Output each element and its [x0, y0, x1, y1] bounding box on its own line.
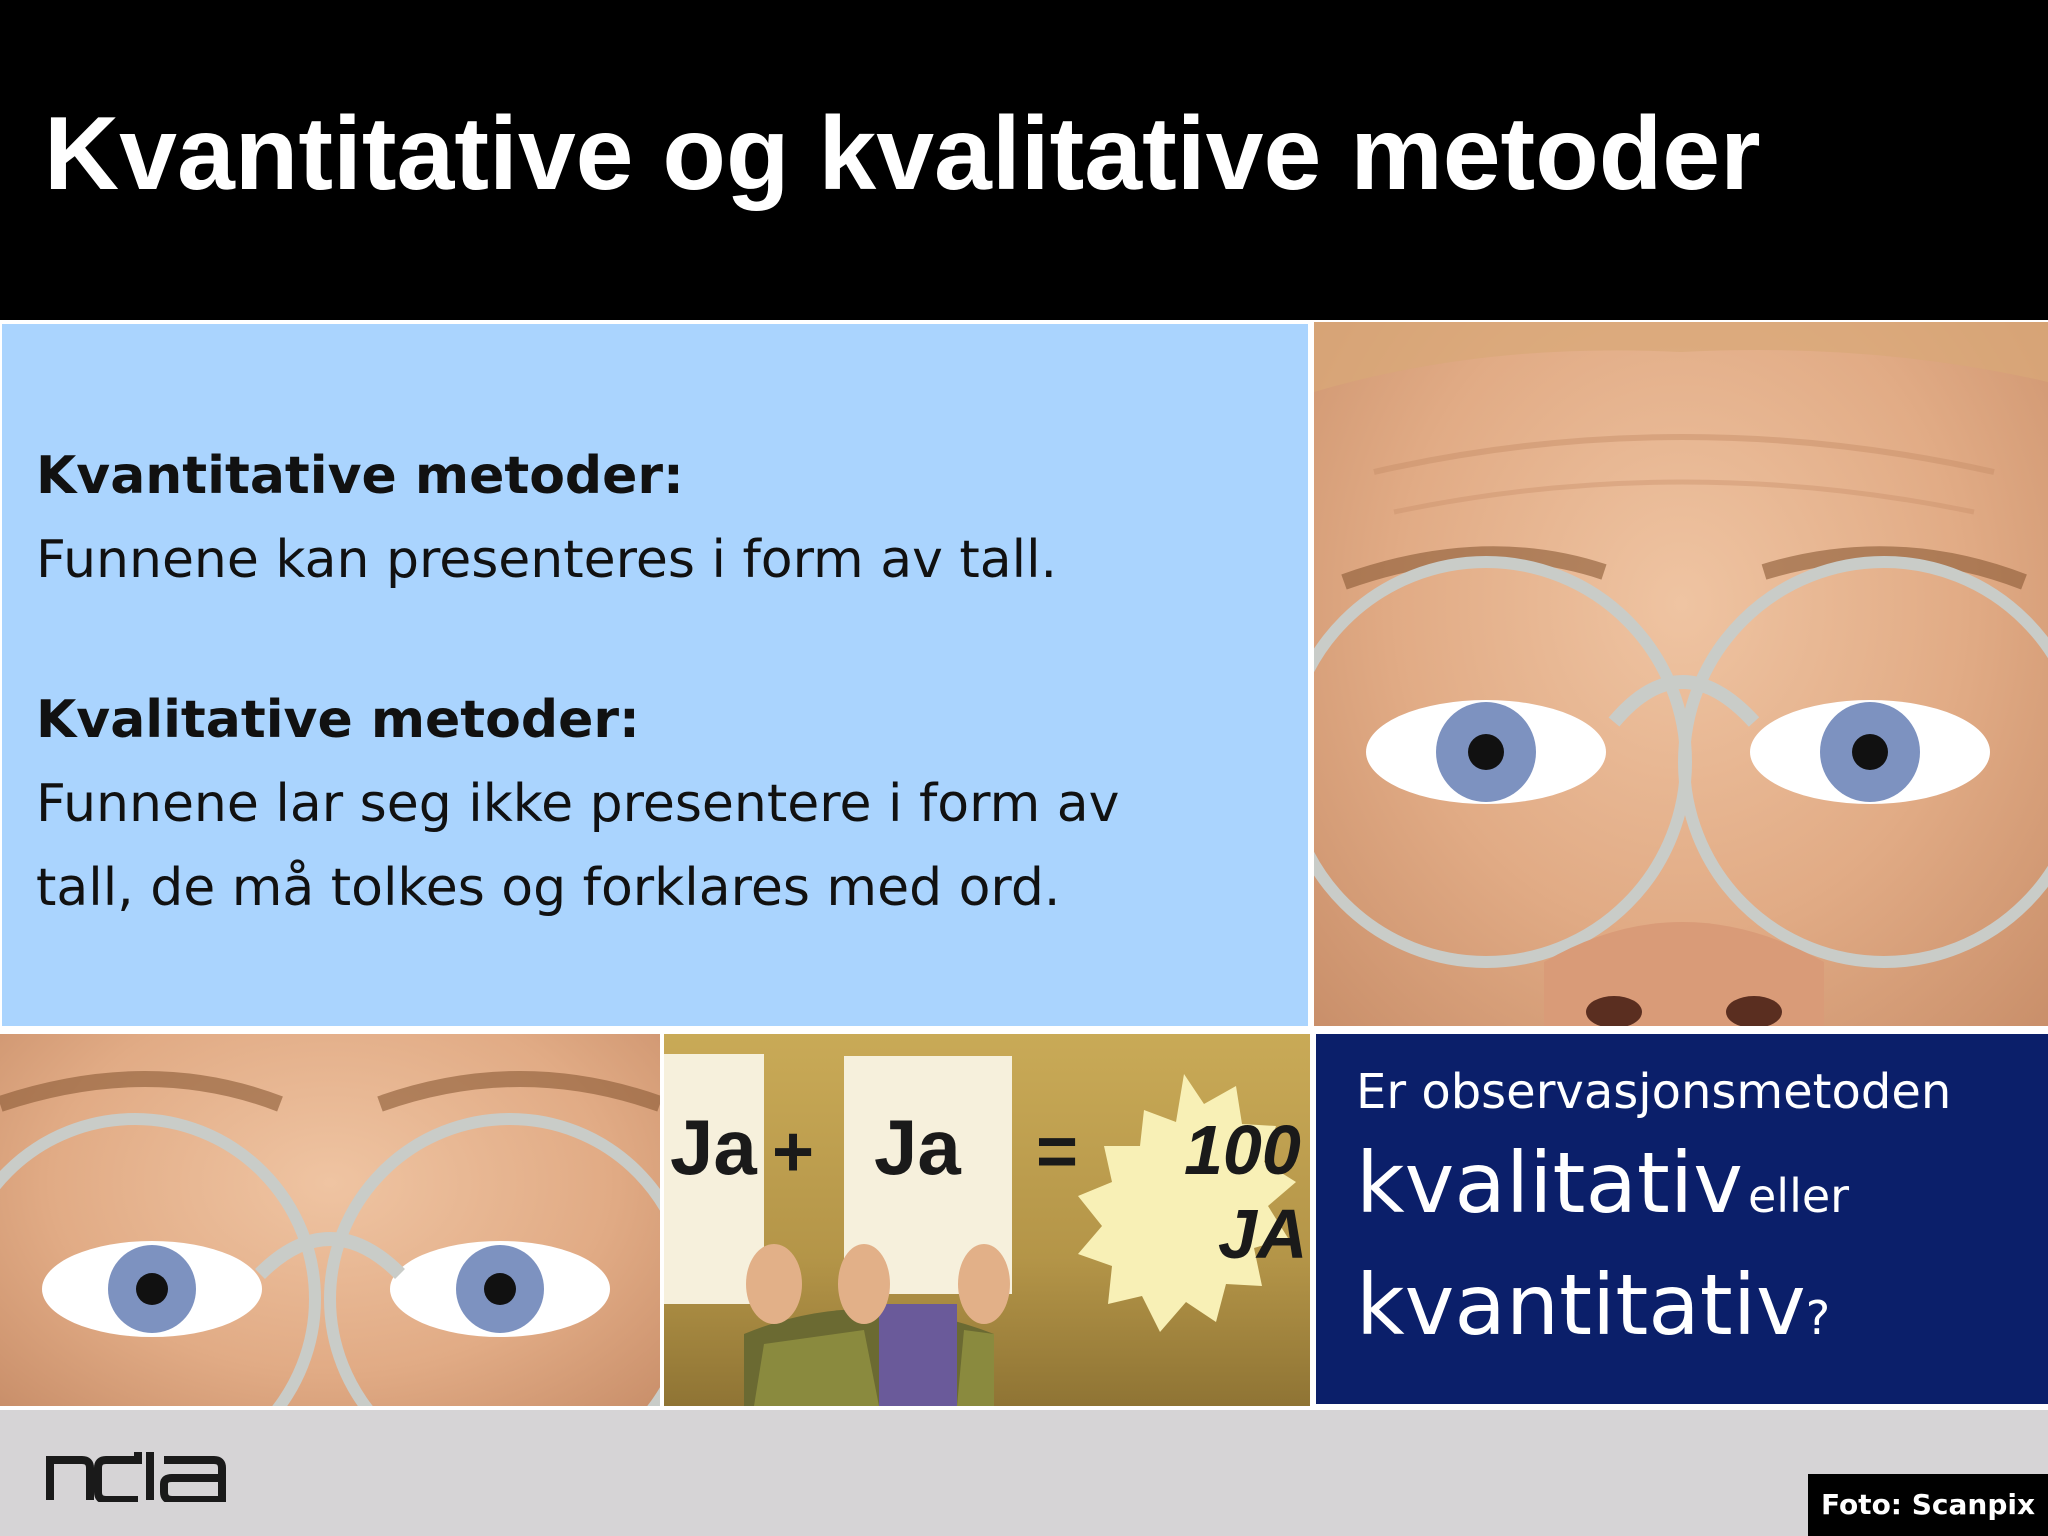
sign-plus-text: +: [772, 1112, 815, 1192]
face-with-glasses-photo: [1314, 322, 2048, 1026]
question-panel: [1316, 1034, 2048, 1404]
question-word-quantitative: kvantitativ: [1356, 1256, 1806, 1354]
slide-title: Kvantitative og kvalitative metoder: [44, 96, 1761, 212]
question-word-qualitative: kvalitativ: [1356, 1134, 1743, 1232]
definition-text: Funnene lar seg ikke presentere i form av: [36, 774, 1120, 834]
question-line-2: [1356, 1134, 1849, 1232]
sign-equals-text: =: [1036, 1112, 1079, 1192]
definition-text: Funnene kan presenteres i form av tall.: [36, 530, 1058, 590]
definition-heading: Kvalitative metoder:: [36, 690, 640, 750]
definition-text: tall, de må tolkes og forklares med ord.: [36, 858, 1061, 918]
photo-credit: Foto: Scanpix: [1808, 1474, 2048, 1536]
sign-middle-text: Ja: [874, 1103, 961, 1191]
question-line-3: [1356, 1256, 1830, 1354]
ndla-logo-icon: [46, 1452, 226, 1502]
eyes-illustration: [0, 1034, 660, 1406]
ndla-logo: [46, 1452, 226, 1507]
signs-illustration: [664, 1034, 1310, 1406]
sign-left-text: Ja: [670, 1103, 757, 1191]
definition-quantitative: [36, 434, 1057, 602]
question-connector: eller: [1748, 1169, 1850, 1223]
sign-result-number: 100: [1184, 1111, 1301, 1189]
title-bar: [0, 0, 2048, 320]
eyes-with-glasses-photo: [0, 1034, 660, 1406]
question-intro: Er observasjonsmetoden: [1356, 1064, 1952, 1120]
definition-qualitative: [36, 678, 1119, 930]
face-illustration: [1314, 322, 2048, 1026]
footer-bar: [0, 1410, 2048, 1536]
definition-heading: Kvantitative metoder:: [36, 446, 684, 506]
yes-signs-photo: [664, 1034, 1310, 1406]
sign-result-word: JA: [1218, 1195, 1308, 1273]
question-mark: ?: [1805, 1291, 1831, 1345]
